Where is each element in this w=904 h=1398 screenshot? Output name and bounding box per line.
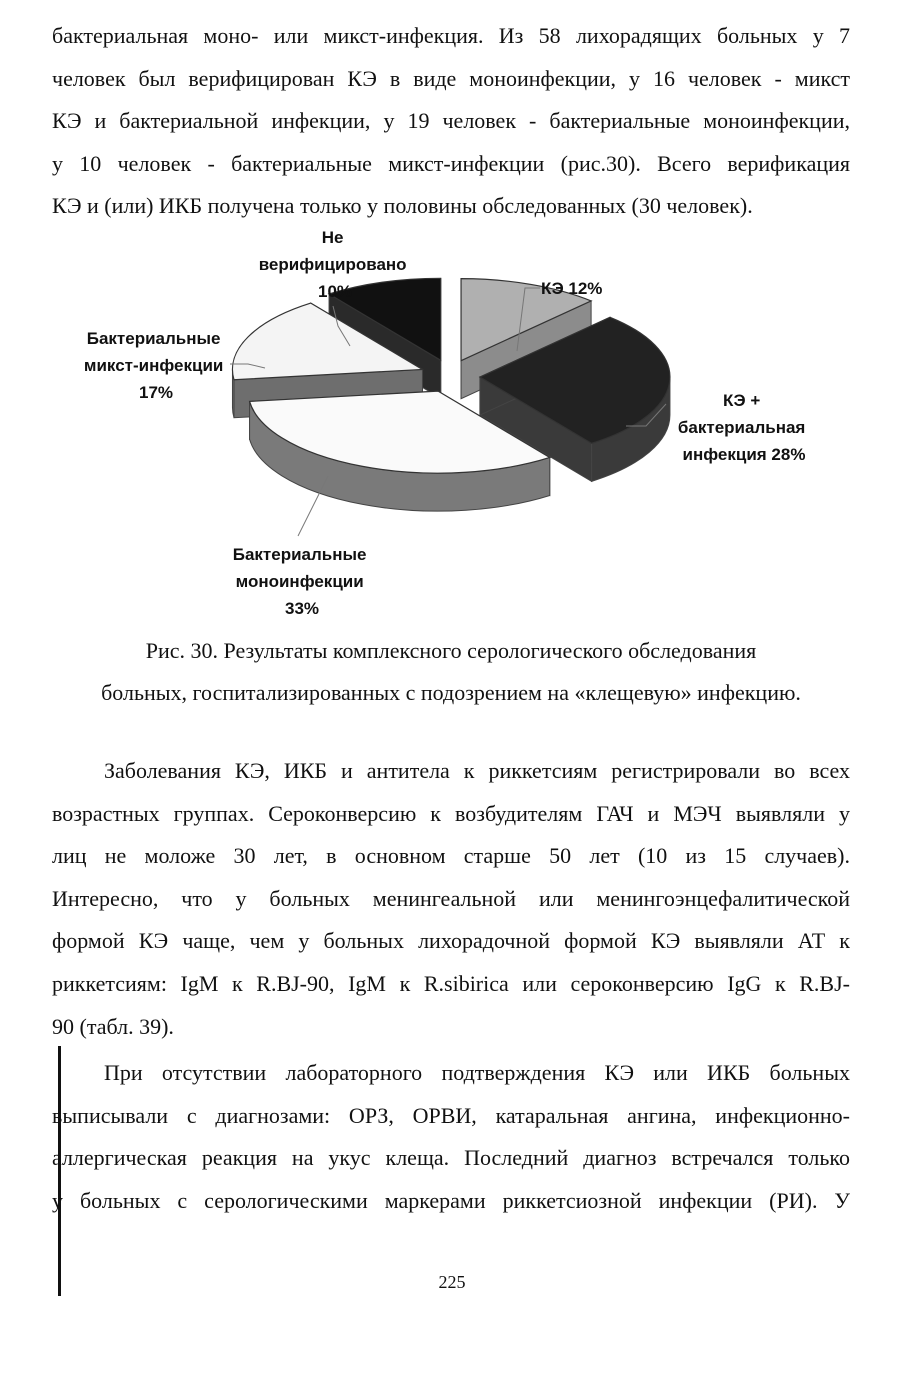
text-line: бактериальная моно- или микст-инфекция. Из 58 лихорадящих больных у 7: [52, 23, 850, 48]
slice-label-none: Не верифицировано 10%: [258, 228, 407, 301]
text-line: аллергическая реакция на укус клеща. Последний диагноз встречался только: [52, 1145, 850, 1171]
pie-chart: [0, 218, 904, 628]
text-line: у больных с серологическими маркерами риккетсиозной инфекции (РИ). У: [52, 1187, 850, 1213]
text-line: лиц не моложе 30 лет, в основном старше 50 лет (10 из 15 случаев).: [52, 843, 850, 869]
pie-slices: [232, 278, 669, 511]
text-line: выписывали с диагнозами: ОРЗ, ОРВИ, катаральная ангина, инфекционно-: [52, 1102, 850, 1128]
text-line: возрастных группах. Сероконверсию к возбудителям ГАЧ и МЭЧ выявляли у: [52, 800, 850, 826]
text-line: у 10 человек - бактериальные микст-инфекции (рис.30). Всего верификация: [52, 150, 850, 176]
slice-label-ke-bact: КЭ + бактериальная инфекция 28%: [677, 391, 806, 464]
paragraph-3: [52, 1052, 850, 1222]
caption-line: больных, госпитализированных с подозрением на «клещевую» инфекцию.: [101, 680, 801, 705]
figure-caption: [52, 630, 850, 714]
page-number: 225: [438, 1272, 466, 1292]
text-line: КЭ и бактериальной инфекции, у 19 человек - бактериальные моноинфекции,: [52, 108, 850, 134]
slice-label-ke: КЭ 12%: [541, 279, 603, 298]
paragraph-2: [52, 750, 850, 1048]
text-line: риккетсиям: IgM к R.BJ-90, IgM к R.sibirica или сероконверсию IgG к R.BJ-: [52, 970, 850, 996]
slice-label-mono: Бактериальные моноинфекции 33%: [232, 545, 367, 618]
paragraph-1: [52, 15, 850, 228]
text-line: формой КЭ чаще, чем у больных лихорадочной формой КЭ выявляли АТ к: [52, 928, 850, 954]
text-line: Интересно, что у больных менингеальной или менингоэнцефалитической: [52, 885, 850, 911]
text-line: человек был верифицирован КЭ в виде моноинфекции, у 16 человек - микст: [52, 65, 850, 91]
text-line: При отсутствии лабораторного подтверждения КЭ или ИКБ больных: [104, 1060, 850, 1085]
caption-line: Рис. 30. Результаты комплексного серологического обследования: [145, 638, 757, 663]
text-line: Заболевания КЭ, ИКБ и антитела к риккетсиям регистрировали во всех: [104, 758, 850, 783]
text-line: КЭ и (или) ИКБ получена только у половины обследованных (30 человек).: [52, 193, 753, 219]
text-line: 90 (табл. 39).: [52, 1013, 174, 1039]
slice-label-mixt: Бактериальные микст-инфекции 17%: [83, 329, 224, 402]
